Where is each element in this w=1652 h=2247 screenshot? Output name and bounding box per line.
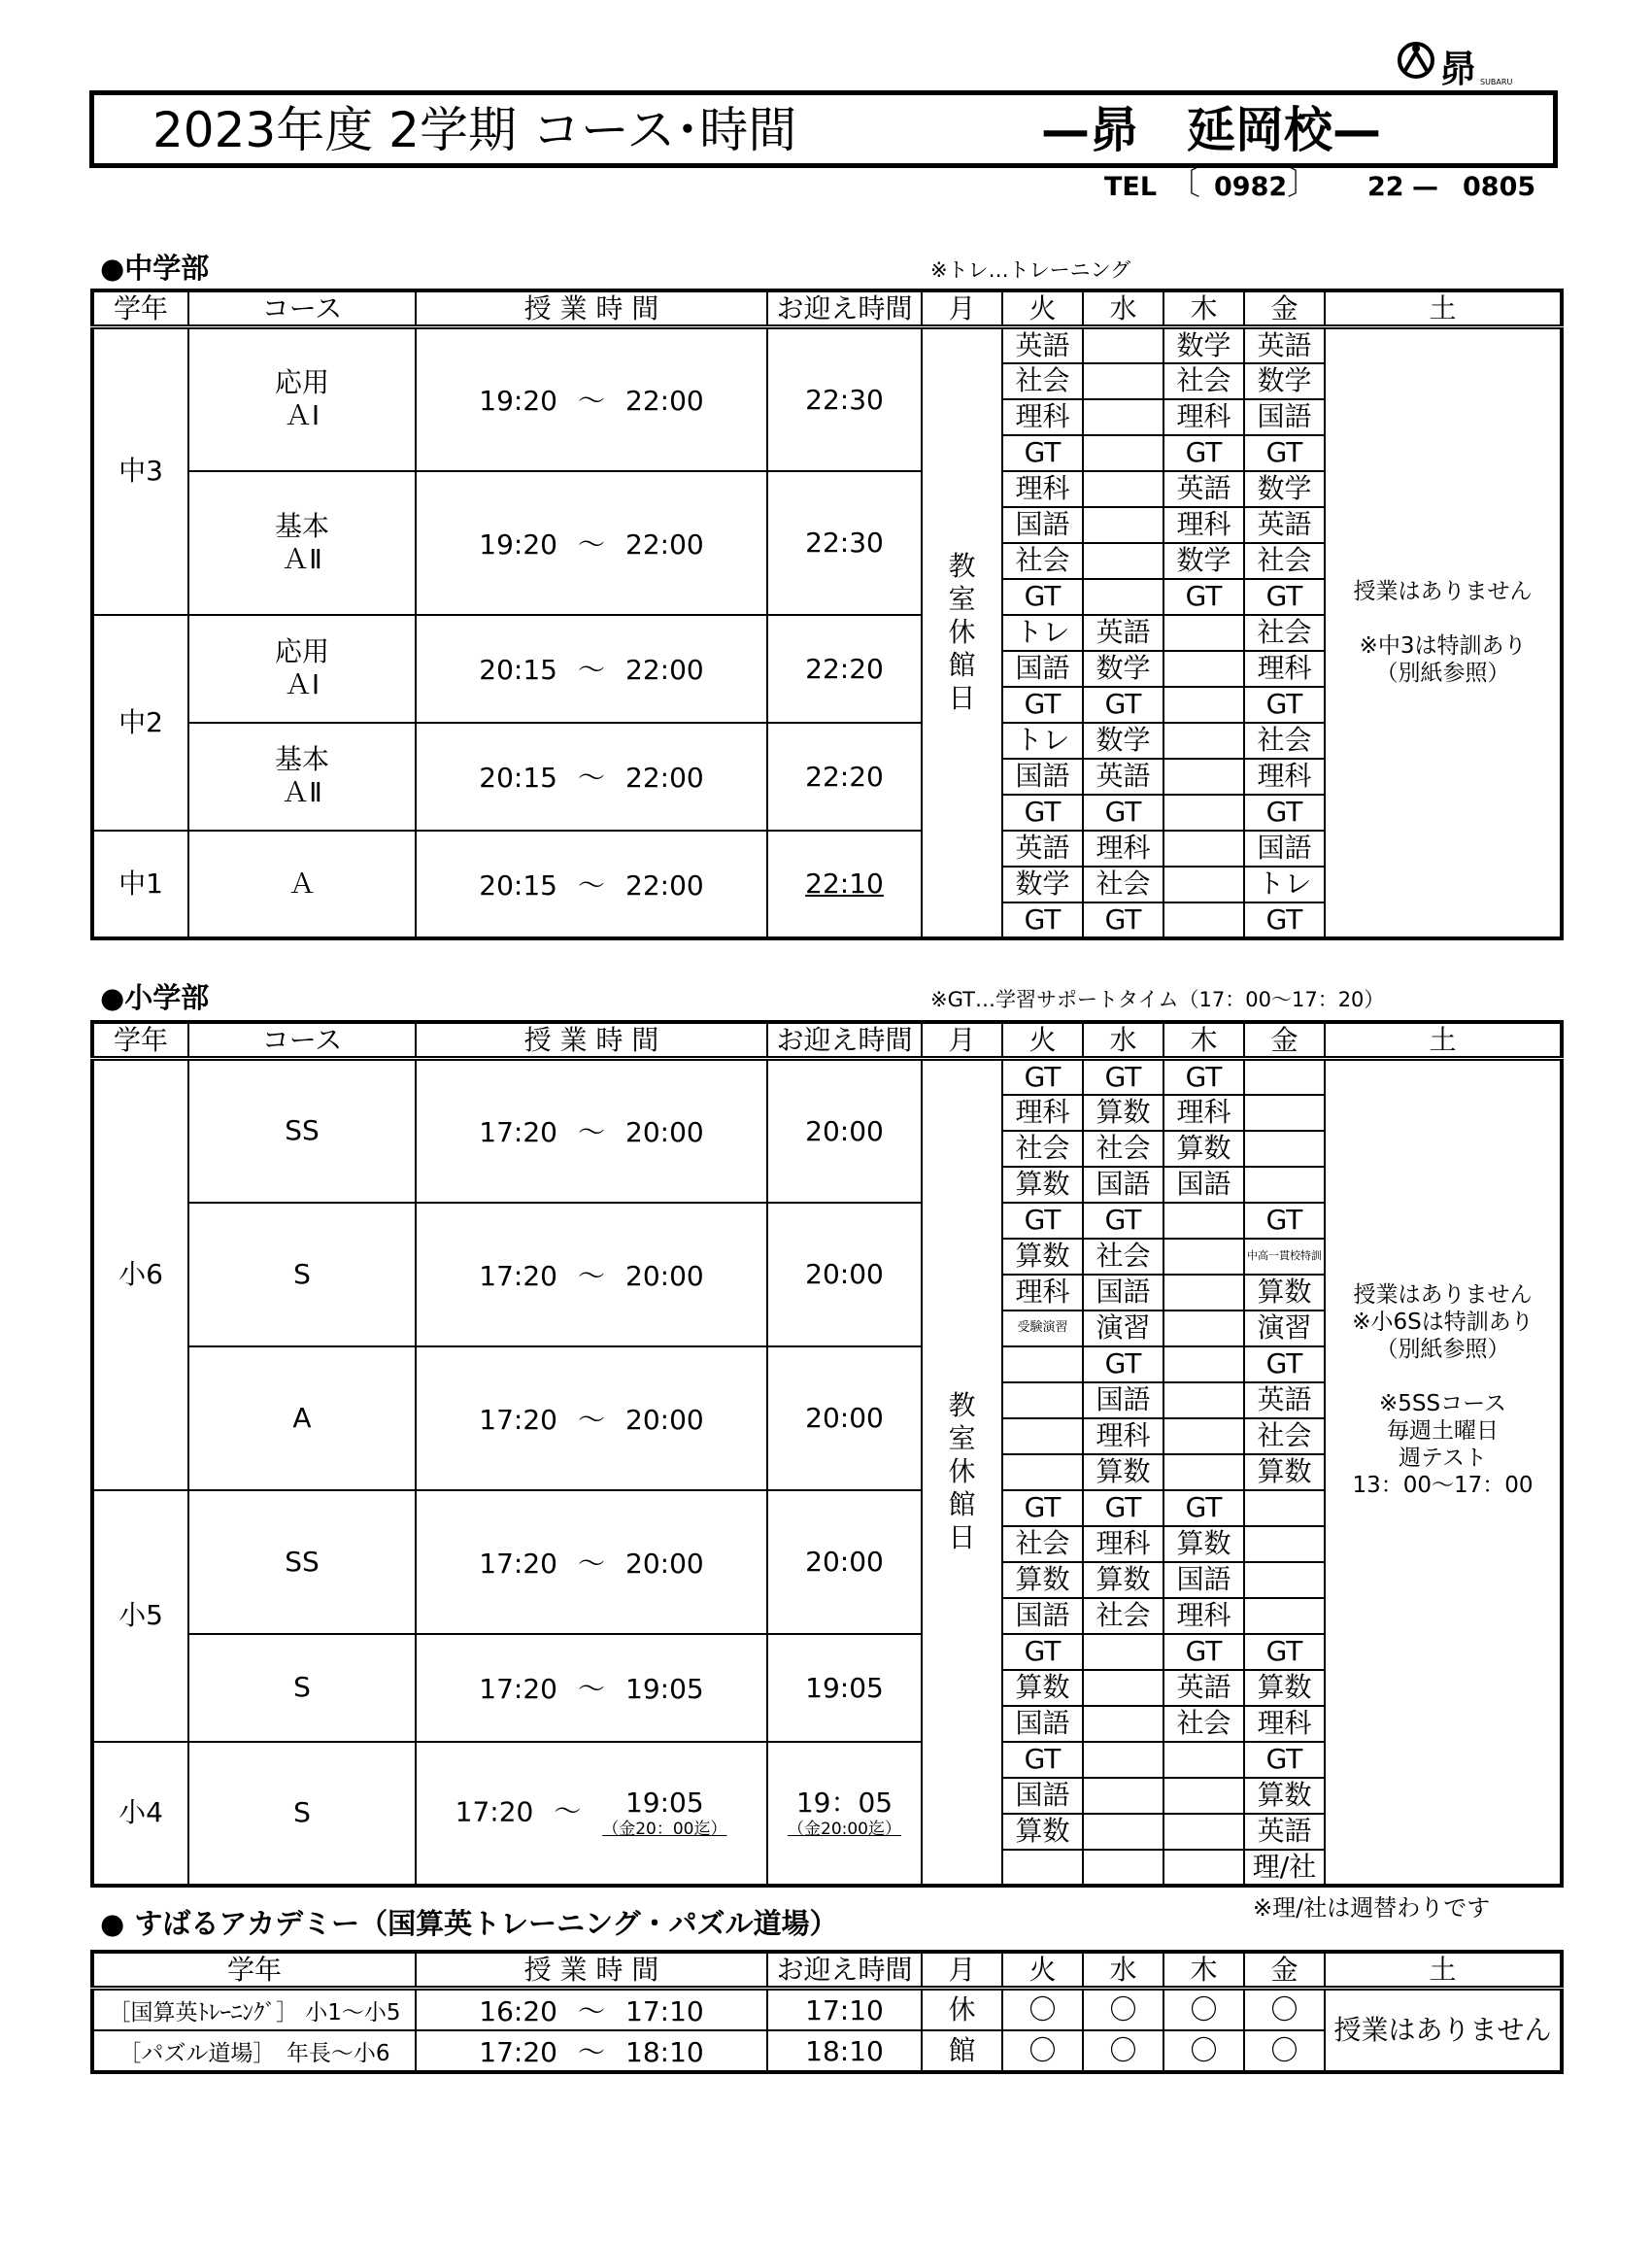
- course-cell: 応用 ＡⅠ: [188, 327, 416, 471]
- header-time: 授 業 時 間: [416, 1952, 767, 1989]
- subject-cell: 算数: [1244, 1670, 1325, 1706]
- subject-cell: 算数: [1083, 1562, 1163, 1598]
- subject-cell: 社会: [1002, 1526, 1083, 1562]
- table-row: [92, 1059, 1562, 1095]
- subject-cell: [1083, 1778, 1163, 1814]
- subject-cell: GT: [1083, 902, 1163, 938]
- subject-cell: 国語: [1002, 507, 1083, 543]
- subject-cell: [1163, 902, 1244, 938]
- header-sat: 土: [1325, 1952, 1562, 1989]
- subject-cell: GT: [1002, 795, 1083, 831]
- header-mon: 月: [922, 1952, 1002, 1989]
- subject-cell: [1083, 1706, 1163, 1742]
- subject-cell: 理/社: [1244, 1850, 1325, 1886]
- course-cell: 基本 ＡⅡ: [188, 723, 416, 831]
- rotation-note: ※理/社は週替わりです: [1253, 1894, 1491, 1922]
- header-thu: 木: [1163, 1952, 1244, 1989]
- time-cell: 17:20 〜 20:00: [416, 1346, 767, 1490]
- course-cell: 応用 ＡⅠ: [188, 615, 416, 723]
- subject-cell: GT: [1002, 1490, 1083, 1526]
- circle-mark: 〇: [1244, 2030, 1325, 2072]
- subject-cell: GT: [1002, 1203, 1083, 1239]
- closed-day-cell: 教 室 休 館 日: [922, 327, 1002, 938]
- header-wed: 水: [1083, 1952, 1163, 1989]
- subject-cell: GT: [1163, 1490, 1244, 1526]
- subject-cell: 受験演習: [1002, 1311, 1083, 1346]
- header-tue: 火: [1002, 1022, 1083, 1059]
- subject-cell: 理科: [1163, 1095, 1244, 1131]
- tel-area: 0982: [1214, 172, 1288, 202]
- circle-mark: 〇: [1002, 2030, 1083, 2072]
- subject-cell: [1083, 327, 1163, 363]
- header-mon: 月: [922, 290, 1002, 327]
- subject-cell: 理科: [1083, 831, 1163, 867]
- subject-cell: [1002, 1382, 1083, 1418]
- subject-cell: [1163, 1454, 1244, 1490]
- subject-cell: 算数: [1163, 1131, 1244, 1167]
- subject-cell: GT: [1163, 1634, 1244, 1670]
- subject-cell: 英語: [1244, 507, 1325, 543]
- elementary-note: ※GT…学習サポートタイム（17：00〜17：20）: [930, 988, 1385, 1011]
- time-cell: 20:15 〜 22:00: [416, 831, 767, 938]
- subject-cell: [1244, 1526, 1325, 1562]
- course-cell: SS: [188, 1059, 416, 1203]
- course-cell: Ａ: [188, 831, 416, 938]
- circle-mark: 〇: [1163, 1989, 1244, 2031]
- subject-cell: 社会: [1244, 1418, 1325, 1454]
- header-grade: 学年: [92, 290, 188, 327]
- header-time: 授 業 時 間: [416, 290, 767, 327]
- subject-cell: 算数: [1244, 1778, 1325, 1814]
- pickup-cell: 18:10: [767, 2030, 922, 2072]
- subject-cell: [1163, 687, 1244, 723]
- header-sat: 土: [1325, 290, 1562, 327]
- pickup-cell: 20:00: [767, 1490, 922, 1634]
- subject-cell: 英語: [1163, 471, 1244, 507]
- subject-cell: GT: [1002, 1634, 1083, 1670]
- subject-cell: [1163, 615, 1244, 651]
- subject-cell: GT: [1244, 579, 1325, 615]
- subject-cell: 算数: [1244, 1454, 1325, 1490]
- header-fri: 金: [1244, 1952, 1325, 1989]
- subject-cell: GT: [1244, 435, 1325, 471]
- subject-cell: [1002, 1850, 1083, 1886]
- subject-cell: 理科: [1002, 1275, 1083, 1311]
- subject-cell: [1163, 1742, 1244, 1778]
- subject-cell: 国語: [1083, 1275, 1163, 1311]
- elementary-header-row: [92, 1022, 1562, 1059]
- time-cell: 17:20 〜 20:00: [416, 1203, 767, 1346]
- subject-cell: 算数: [1002, 1562, 1083, 1598]
- subject-cell: [1163, 759, 1244, 795]
- subject-cell: 算数: [1163, 1526, 1244, 1562]
- subject-cell: GT: [1083, 1346, 1163, 1382]
- grade-cell: 小5: [92, 1490, 188, 1742]
- subject-cell: [1163, 1275, 1244, 1311]
- table-row: [92, 1989, 1562, 2031]
- logo-mark: 昴: [1439, 47, 1477, 90]
- grade-cell: 中1: [92, 831, 188, 938]
- subject-cell: 社会: [1163, 363, 1244, 399]
- header-thu: 木: [1163, 1022, 1244, 1059]
- subject-cell: 演習: [1083, 1311, 1163, 1346]
- subject-cell: [1083, 363, 1163, 399]
- header-grade: 学年: [92, 1952, 416, 1989]
- saturday-cell: 授業はありません ※中3は特訓あり （別紙参照）: [1325, 327, 1562, 938]
- header-wed: 水: [1083, 290, 1163, 327]
- subject-cell: [1163, 1239, 1244, 1275]
- subject-cell: [1244, 1095, 1325, 1131]
- header-pickup: お迎え時間: [767, 1952, 922, 1989]
- junior-header-row: [92, 290, 1562, 327]
- subject-cell: 数学: [1244, 471, 1325, 507]
- subject-cell: [1244, 1167, 1325, 1203]
- subject-cell: GT: [1244, 1742, 1325, 1778]
- closed-day-cell: 教 室 休 館 日: [922, 1059, 1002, 1886]
- time-cell: 17:20 〜 20:00: [416, 1059, 767, 1203]
- subject-cell: [1002, 1454, 1083, 1490]
- academy-table: [90, 1950, 1564, 2074]
- course-cell: A: [188, 1346, 416, 1490]
- subject-cell: 中高一貫校特訓: [1244, 1239, 1325, 1275]
- tel-bracket-open: 〔: [1167, 164, 1200, 203]
- subject-cell: [1083, 579, 1163, 615]
- subject-cell: トレ: [1002, 723, 1083, 759]
- header-sat: 土: [1325, 1022, 1562, 1059]
- subject-cell: [1244, 1490, 1325, 1526]
- subject-cell: GT: [1244, 902, 1325, 938]
- elementary-schedule-table: [90, 1020, 1564, 1888]
- pickup-cell: 19:05: [767, 1634, 922, 1742]
- subject-cell: 理科: [1002, 471, 1083, 507]
- subject-cell: [1163, 1382, 1244, 1418]
- header-tue: 火: [1002, 1952, 1083, 1989]
- circle-mark: 〇: [1083, 1989, 1163, 2031]
- time-cell: 20:15 〜 22:00: [416, 615, 767, 723]
- time-cell: 20:15 〜 22:00: [416, 723, 767, 831]
- pickup-cell: 20:00: [767, 1059, 922, 1203]
- subject-cell: [1244, 1059, 1325, 1095]
- subject-cell: 理科: [1163, 507, 1244, 543]
- course-cell: S: [188, 1634, 416, 1742]
- subject-cell: 理科: [1083, 1526, 1163, 1562]
- subject-cell: [1244, 1598, 1325, 1634]
- subject-cell: 算数: [1002, 1239, 1083, 1275]
- subaru-logo: [1397, 39, 1523, 89]
- subject-cell: 算数: [1002, 1670, 1083, 1706]
- subject-cell: GT: [1163, 435, 1244, 471]
- subject-cell: 国語: [1083, 1167, 1163, 1203]
- subject-cell: [1163, 723, 1244, 759]
- subject-cell: GT: [1083, 795, 1163, 831]
- table-row: [92, 327, 1562, 363]
- tel-end: 0805: [1463, 172, 1536, 202]
- grade-cell: 小4: [92, 1742, 188, 1886]
- header-pickup: お迎え時間: [767, 290, 922, 327]
- closed-cell: 休: [922, 1989, 1002, 2031]
- subject-cell: GT: [1244, 795, 1325, 831]
- subject-cell: 数学: [1002, 867, 1083, 902]
- subject-cell: 算数: [1002, 1814, 1083, 1850]
- subject-cell: GT: [1083, 687, 1163, 723]
- subject-cell: 理科: [1083, 1418, 1163, 1454]
- circle-mark: 〇: [1083, 2030, 1163, 2072]
- subject-cell: 社会: [1083, 1598, 1163, 1634]
- header-fri: 金: [1244, 290, 1325, 327]
- subject-cell: 国語: [1002, 759, 1083, 795]
- subject-cell: GT: [1083, 1059, 1163, 1095]
- grade-cell: 中2: [92, 615, 188, 831]
- subject-cell: 理科: [1163, 399, 1244, 435]
- subject-cell: [1163, 1850, 1244, 1886]
- header-fri: 金: [1244, 1022, 1325, 1059]
- subject-cell: 理科: [1244, 1706, 1325, 1742]
- subject-cell: [1163, 795, 1244, 831]
- subject-cell: [1083, 1634, 1163, 1670]
- pickup-cell: 19：05 （金20:00迄）: [767, 1742, 922, 1886]
- school-name: —昴 延岡校—: [1041, 102, 1381, 158]
- subject-cell: [1083, 1814, 1163, 1850]
- time-cell: 17:20 〜 19:05: [416, 1634, 767, 1742]
- subject-cell: 数学: [1083, 651, 1163, 687]
- pickup-cell: 22:10: [767, 831, 922, 938]
- subject-cell: 英語: [1002, 831, 1083, 867]
- subject-cell: [1163, 1346, 1244, 1382]
- subject-cell: 国語: [1244, 399, 1325, 435]
- tel-label: TEL: [1104, 172, 1158, 202]
- subject-cell: GT: [1002, 687, 1083, 723]
- subject-cell: GT: [1083, 1203, 1163, 1239]
- circle-mark: 〇: [1244, 1989, 1325, 2031]
- junior-note: ※トレ…トレーニング: [930, 258, 1131, 282]
- subject-cell: トレ: [1002, 615, 1083, 651]
- subject-cell: [1002, 1418, 1083, 1454]
- header-tue: 火: [1002, 290, 1083, 327]
- time-cell: 17:20 〜 19:05 （金20：00迄）: [416, 1742, 767, 1886]
- pickup-cell: 22:20: [767, 615, 922, 723]
- subject-cell: 英語: [1002, 327, 1083, 363]
- header-time: 授 業 時 間: [416, 1022, 767, 1059]
- subject-cell: [1083, 543, 1163, 579]
- subject-cell: [1083, 1670, 1163, 1706]
- subject-cell: 理科: [1244, 759, 1325, 795]
- header-grade: 学年: [92, 1022, 188, 1059]
- subject-cell: GT: [1163, 1059, 1244, 1095]
- junior-section-title: ●中学部: [100, 252, 210, 285]
- subject-cell: [1244, 1562, 1325, 1598]
- subject-cell: 社会: [1244, 615, 1325, 651]
- tel-mid: 22: [1367, 172, 1404, 202]
- subject-cell: 国語: [1002, 1598, 1083, 1634]
- academy-course-label: ［国算英ﾄﾚｰﾆﾝｸﾞ］ 小1〜小5: [92, 1989, 416, 2031]
- subject-cell: 数学: [1163, 327, 1244, 363]
- subject-cell: [1083, 1850, 1163, 1886]
- grade-cell: 中3: [92, 327, 188, 615]
- header-course: コース: [188, 290, 416, 327]
- subject-cell: GT: [1244, 1346, 1325, 1382]
- subject-cell: 理科: [1002, 399, 1083, 435]
- course-cell: 基本 ＡⅡ: [188, 471, 416, 615]
- subject-cell: 理科: [1163, 1598, 1244, 1634]
- subject-cell: [1163, 867, 1244, 902]
- subject-cell: 算数: [1002, 1167, 1083, 1203]
- header-thu: 木: [1163, 290, 1244, 327]
- pickup-cell: 22:30: [767, 471, 922, 615]
- time-cell: 17:20 〜 20:00: [416, 1490, 767, 1634]
- pickup-cell: 20:00: [767, 1346, 922, 1490]
- circle-mark: 〇: [1163, 2030, 1244, 2072]
- subject-cell: GT: [1244, 687, 1325, 723]
- logo-sub: SUBARU: [1480, 78, 1513, 86]
- subject-cell: 国語: [1002, 1706, 1083, 1742]
- subject-cell: 理科: [1002, 1095, 1083, 1131]
- subject-cell: 英語: [1083, 615, 1163, 651]
- time-cell: 17:20 〜 18:10: [416, 2030, 767, 2072]
- course-cell: S: [188, 1742, 416, 1886]
- time-cell: 19:20 〜 22:00: [416, 471, 767, 615]
- pickup-cell: 20:00: [767, 1203, 922, 1346]
- grade-cell: 小6: [92, 1059, 188, 1490]
- subject-cell: [1083, 435, 1163, 471]
- time-cell: 16:20 〜 17:10: [416, 1989, 767, 2031]
- subject-cell: 国語: [1163, 1562, 1244, 1598]
- subject-cell: 理科: [1244, 651, 1325, 687]
- subject-cell: [1163, 1418, 1244, 1454]
- subject-cell: 社会: [1244, 543, 1325, 579]
- header-wed: 水: [1083, 1022, 1163, 1059]
- subject-cell: [1163, 831, 1244, 867]
- academy-course-label: ［パズル道場］ 年長〜小6: [92, 2030, 416, 2072]
- elementary-section-title: ●小学部: [100, 981, 210, 1014]
- page-title: 2023年度 2学期 コース･時間: [152, 102, 797, 158]
- subject-cell: 英語: [1244, 327, 1325, 363]
- pickup-cell: 22:30: [767, 327, 922, 471]
- subject-cell: 算数: [1244, 1275, 1325, 1311]
- subject-cell: GT: [1002, 1059, 1083, 1095]
- subject-cell: [1163, 651, 1244, 687]
- subject-cell: 社会: [1002, 543, 1083, 579]
- subject-cell: 国語: [1083, 1382, 1163, 1418]
- subject-cell: 社会: [1083, 1239, 1163, 1275]
- subject-cell: 英語: [1083, 759, 1163, 795]
- header-course: コース: [188, 1022, 416, 1059]
- subject-cell: 英語: [1244, 1382, 1325, 1418]
- subject-cell: 社会: [1083, 1131, 1163, 1167]
- subject-cell: GT: [1244, 1203, 1325, 1239]
- subject-cell: 社会: [1163, 1706, 1244, 1742]
- saturday-cell: 授業はありません: [1325, 1989, 1562, 2073]
- pickup-cell: 17:10: [767, 1989, 922, 2031]
- subject-cell: GT: [1002, 435, 1083, 471]
- subject-cell: [1083, 399, 1163, 435]
- course-cell: SS: [188, 1490, 416, 1634]
- subject-cell: [1002, 1346, 1083, 1382]
- subject-cell: 社会: [1002, 1131, 1083, 1167]
- subject-cell: [1244, 1131, 1325, 1167]
- academy-section-title: ● すばるアカデミー（国算英トレーニング・パズル道場）: [100, 1907, 838, 1940]
- subject-cell: [1163, 1311, 1244, 1346]
- circle-mark: 〇: [1002, 1989, 1083, 2031]
- header-box: [89, 90, 1558, 168]
- subject-cell: GT: [1083, 1490, 1163, 1526]
- academy-header-row: [92, 1952, 1562, 1989]
- subject-cell: 国語: [1163, 1167, 1244, 1203]
- subject-cell: 社会: [1083, 867, 1163, 902]
- subject-cell: [1163, 1778, 1244, 1814]
- subject-cell: GT: [1002, 1742, 1083, 1778]
- subject-cell: 国語: [1244, 831, 1325, 867]
- subject-cell: GT: [1002, 902, 1083, 938]
- header-pickup: お迎え時間: [767, 1022, 922, 1059]
- subject-cell: 英語: [1163, 1670, 1244, 1706]
- subject-cell: 英語: [1244, 1814, 1325, 1850]
- subject-cell: トレ: [1244, 867, 1325, 902]
- subject-cell: GT: [1163, 579, 1244, 615]
- subject-cell: 算数: [1083, 1095, 1163, 1131]
- subject-cell: [1083, 471, 1163, 507]
- subject-cell: 算数: [1083, 1454, 1163, 1490]
- subject-cell: 国語: [1002, 651, 1083, 687]
- time-cell: 19:20 〜 22:00: [416, 327, 767, 471]
- subject-cell: 社会: [1002, 363, 1083, 399]
- subject-cell: 数学: [1163, 543, 1244, 579]
- subject-cell: 社会: [1244, 723, 1325, 759]
- subject-cell: 数学: [1083, 723, 1163, 759]
- course-cell: S: [188, 1203, 416, 1346]
- saturday-cell: 授業はありません ※小6Sは特訓あり （別紙参照） ※5SSコース 毎週土曜日 週テスト 13：00〜17：00: [1325, 1059, 1562, 1886]
- subject-cell: 数学: [1244, 363, 1325, 399]
- subject-cell: [1083, 507, 1163, 543]
- subject-cell: GT: [1244, 1634, 1325, 1670]
- subject-cell: GT: [1002, 579, 1083, 615]
- subject-cell: 演習: [1244, 1311, 1325, 1346]
- subject-cell: 国語: [1002, 1778, 1083, 1814]
- junior-schedule-table: [90, 289, 1564, 940]
- tel-bracket-close: 〕: [1287, 164, 1320, 203]
- closed-cell: 館: [922, 2030, 1002, 2072]
- subject-cell: [1083, 1742, 1163, 1778]
- tel-dash: —: [1412, 172, 1438, 202]
- subject-cell: [1163, 1203, 1244, 1239]
- subject-cell: [1163, 1814, 1244, 1850]
- pickup-cell: 22:20: [767, 723, 922, 831]
- header-mon: 月: [922, 1022, 1002, 1059]
